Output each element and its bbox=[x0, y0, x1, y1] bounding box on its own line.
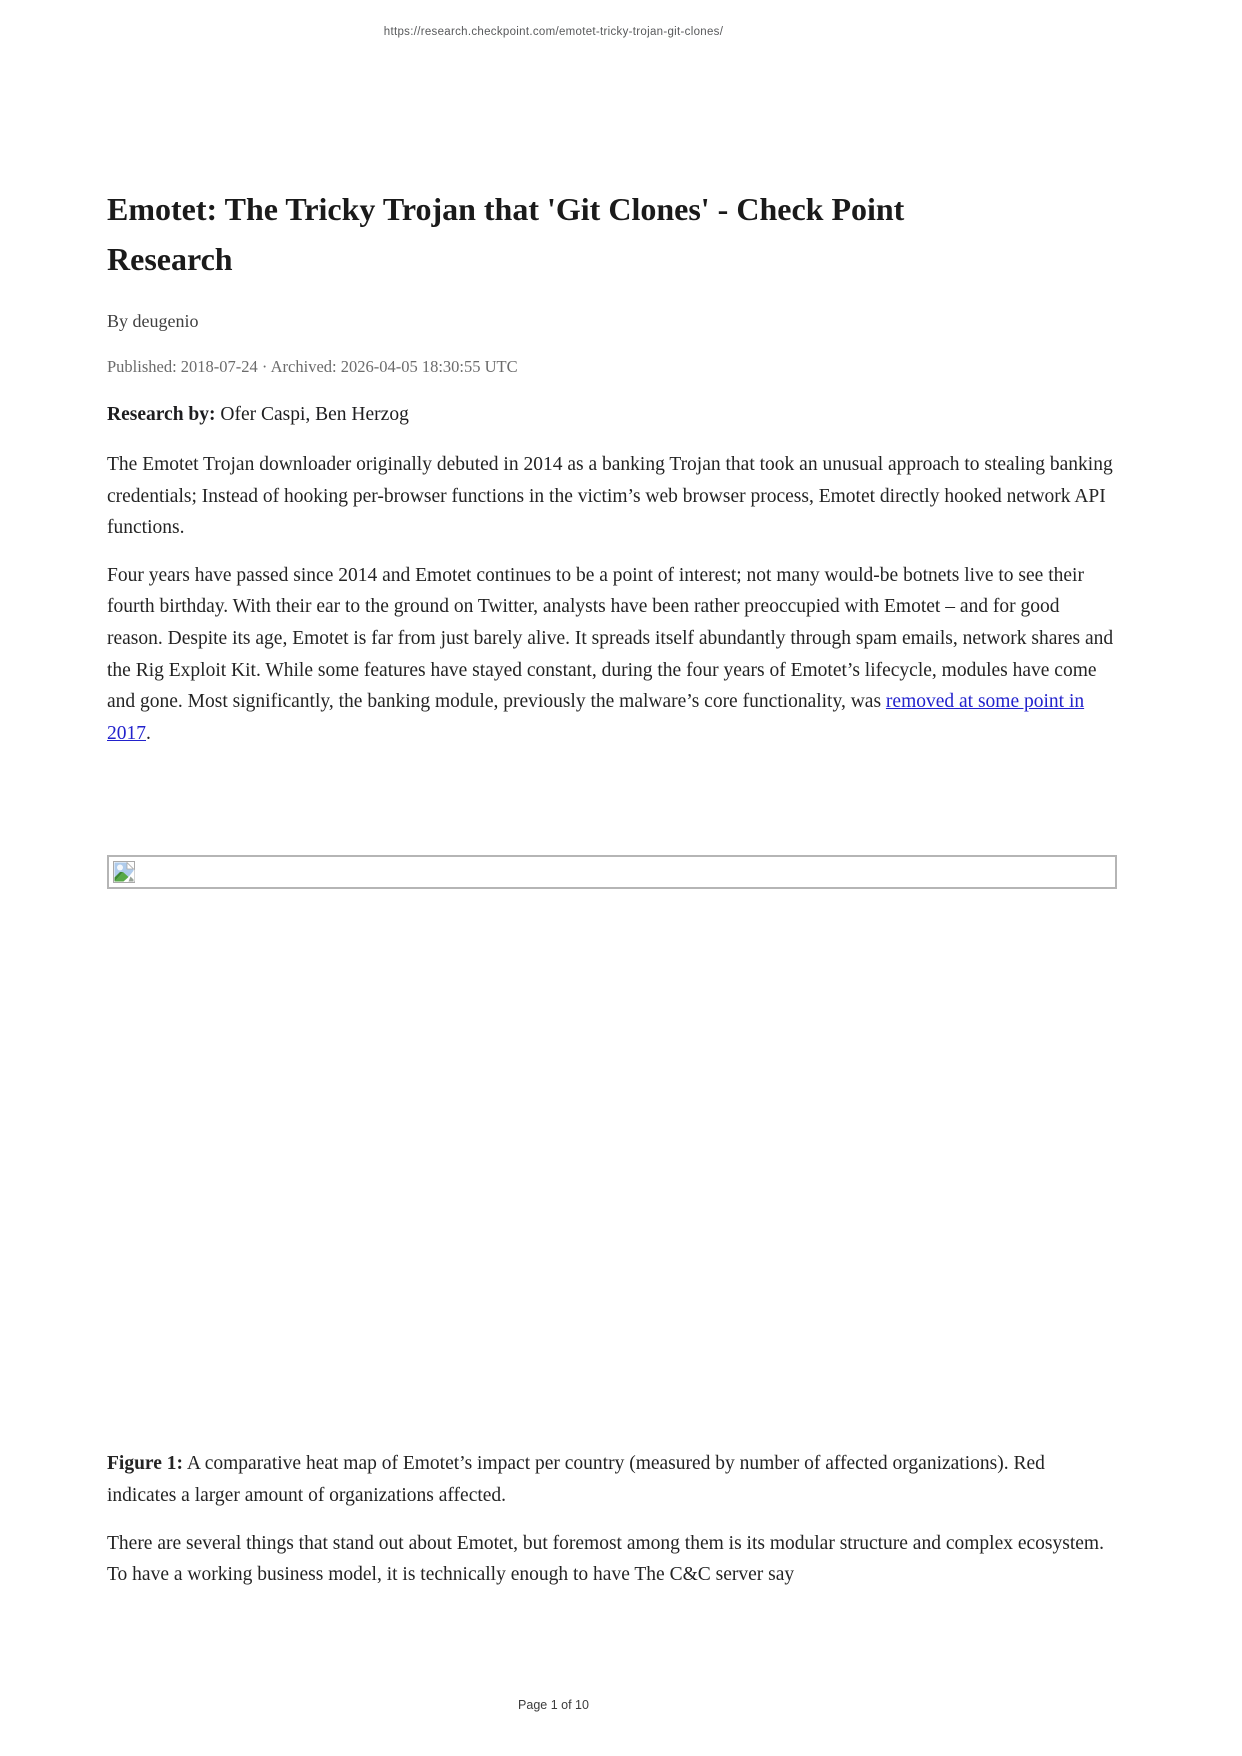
figure-1-label: Figure 1: bbox=[107, 1453, 184, 1475]
figure-1 bbox=[107, 855, 1117, 1511]
paragraph-3: There are several things that stand out about Emotet, but foremost among them is its modular structure and complex ecosystem. To have a working business model, it is technically enough to have The C&C server say bbox=[107, 1532, 1104, 1586]
article-content bbox=[107, 0, 1117, 1607]
figure-empty-space bbox=[107, 889, 1117, 1432]
page-footer: Page 1 of 10 bbox=[518, 1698, 589, 1712]
broken-image-placeholder bbox=[107, 855, 1117, 889]
research-by-line bbox=[107, 402, 1117, 428]
byline: By deugenio bbox=[107, 311, 199, 331]
url-header: https://research.checkpoint.com/emotet-tricky-trojan-git-clones/ bbox=[383, 26, 724, 38]
paragraph-1: The Emotet Trojan downloader originally debuted in 2014 as a banking Trojan that took an unusual approach to stealing banking credentials; Instead of hooking per-browser functions in the victim’s web browser process, Emotet directly hooked network API functions. bbox=[107, 454, 1113, 539]
research-by-names: Ofer Caspi, Ben Herzog bbox=[215, 404, 409, 425]
published-archived-meta: Published: 2018-07-24 · Archived: 2026-04-05 18:30:55 UTC bbox=[107, 357, 518, 376]
broken-image-icon bbox=[112, 860, 136, 884]
figure-1-caption bbox=[107, 1448, 1117, 1511]
page-title: Emotet: The Tricky Trojan that 'Git Clones' - Check Point Research bbox=[107, 191, 905, 277]
paragraph-2-period: . bbox=[146, 722, 151, 744]
paragraph-2-text: Four years have passed since 2014 and Emotet continues to be a point of interest; not many would-be botnets live to see their fourth birthday. With their ear to the ground on Twitter, analysts have been rather preoccupied with Emotet – and for good reason. Despite its age, Emotet is far from just barely alive. It spreads itself abundantly through spam emails, network shares and the Rig Exploit Kit. While some features have stayed constant, during the four years of Emotet’s lifecycle, modules have come and gone. Most significantly, the banking module, previously the malware’s core functionality, was bbox=[107, 564, 1114, 713]
figure-1-caption-text: A comparative heat map of Emotet’s impact per country (measured by number of affected organizations). Red indicates a larger amount of organizations affected. bbox=[107, 1453, 1045, 1506]
paragraph-2 bbox=[107, 560, 1117, 750]
removed-2017-link[interactable]: removed at some point in 2017 bbox=[107, 691, 1085, 744]
research-by-label: Research by: bbox=[107, 404, 216, 425]
